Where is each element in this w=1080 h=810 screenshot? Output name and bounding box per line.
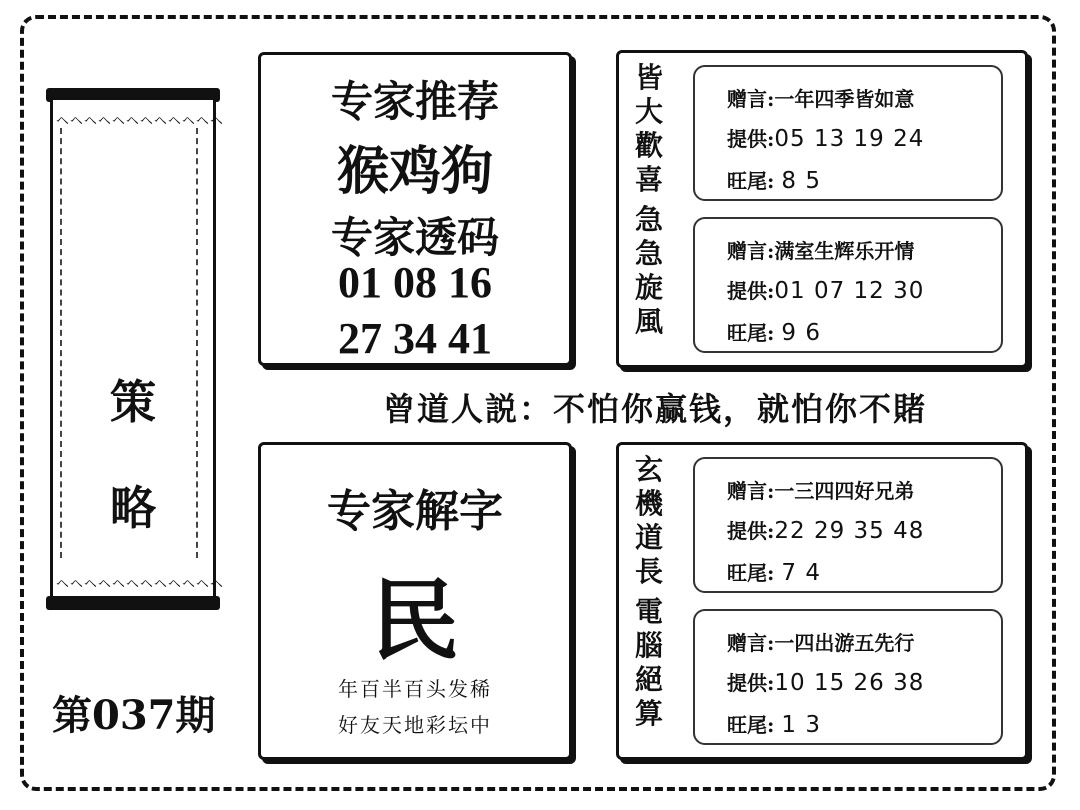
tip-card bbox=[693, 457, 1003, 593]
gift-row: 赠言:一四出游五先行 bbox=[727, 631, 915, 655]
gift-row: 赠言:满室生辉乐开情 bbox=[727, 239, 915, 263]
expert-codes-title: 专家透码 bbox=[330, 213, 499, 262]
riddle-line-1: 年百半百头发稀 bbox=[338, 677, 492, 701]
riddle-line-2: 好友天地彩坛中 bbox=[338, 713, 492, 737]
tail-row: 旺尾: 9 6 bbox=[727, 320, 821, 346]
zodiac-recommend: 猴鸡狗 bbox=[336, 141, 493, 202]
tail-row: 旺尾: 1 3 bbox=[727, 712, 821, 738]
tail-row: 旺尾: 8 5 bbox=[727, 168, 821, 194]
saying-banner: 曾道人説：不怕你赢钱，就怕你不賭 bbox=[382, 390, 927, 428]
codes-line-2: 27 34 41 bbox=[338, 314, 492, 363]
expert-recommend-title: 专家推荐 bbox=[330, 77, 499, 126]
provide-row: 提供:22 29 35 48 bbox=[727, 518, 925, 544]
right-bottom-panel bbox=[616, 442, 1028, 760]
tail-row: 旺尾: 7 4 bbox=[727, 560, 821, 586]
tip-card bbox=[693, 609, 1003, 745]
scroll-char-bottom: 略 bbox=[110, 481, 156, 535]
gift-row: 赠言:一三四四好兄弟 bbox=[727, 479, 915, 503]
expert-riddle-title: 专家解字 bbox=[327, 486, 503, 537]
scroll-banner bbox=[46, 88, 225, 610]
tip-card bbox=[693, 217, 1003, 353]
scroll-deco-top: ヘヘヘヘヘヘヘヘヘヘヘヘ bbox=[56, 114, 225, 129]
vertical-title-top: 皆 大 歡 喜 急 急 旋 風 bbox=[634, 61, 663, 338]
vertical-title-bottom: 玄 機 道 長 電 腦 絕 算 bbox=[634, 453, 663, 730]
expert-riddle-box bbox=[258, 442, 572, 760]
scroll-deco-bottom: ヘヘヘヘヘヘヘヘヘヘヘヘ bbox=[56, 577, 225, 592]
provide-row: 提供:05 13 19 24 bbox=[727, 126, 925, 152]
right-top-panel bbox=[616, 50, 1028, 368]
issue-number: 第037期 bbox=[52, 692, 216, 739]
provide-row: 提供:10 15 26 38 bbox=[727, 670, 925, 696]
scroll-char-top: 策 bbox=[110, 375, 156, 429]
tip-card bbox=[693, 65, 1003, 201]
expert-recommend-box bbox=[258, 52, 572, 366]
gift-row: 赠言:一年四季皆如意 bbox=[727, 87, 915, 111]
provide-row: 提供:01 07 12 30 bbox=[727, 278, 925, 304]
codes-line-1: 01 08 16 bbox=[338, 258, 492, 307]
riddle-character: 民 bbox=[370, 568, 459, 672]
scroll-bottom-rod bbox=[46, 596, 220, 610]
